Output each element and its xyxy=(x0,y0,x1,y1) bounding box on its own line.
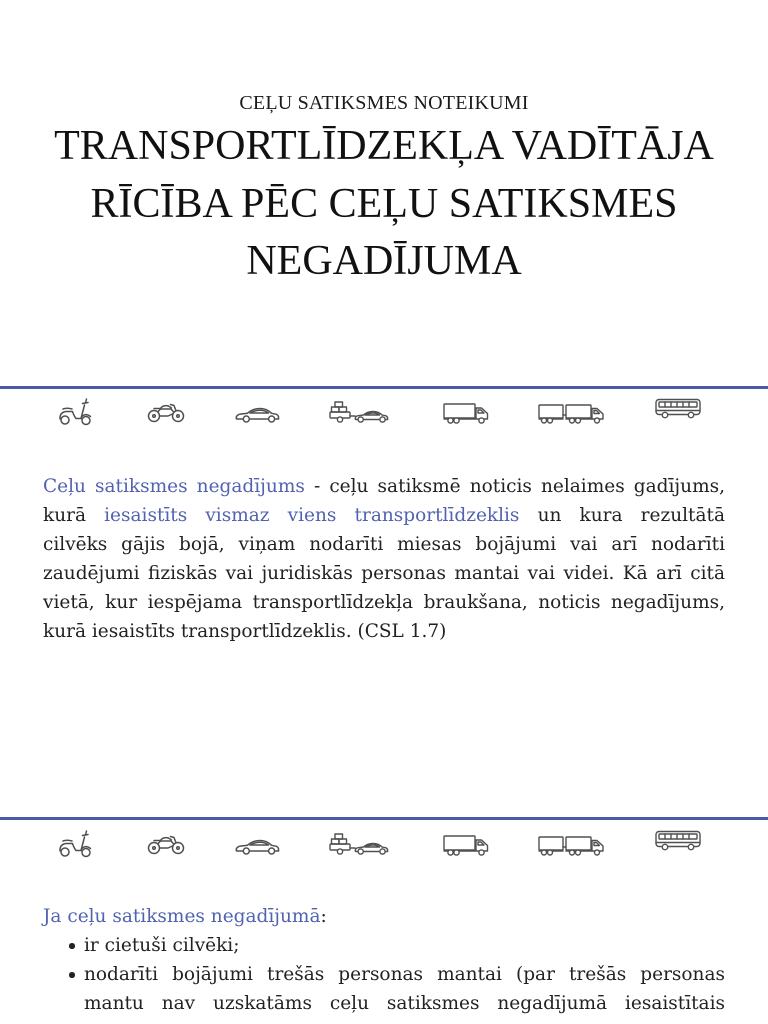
divider-line xyxy=(0,817,768,820)
conditions-intro-suffix: : xyxy=(320,906,327,927)
definition-line: cilvēks gājis bojā, viņam nodarīti miesas bojājumi vai arī nodarīti xyxy=(43,534,725,555)
definition-text: un kura rezultātā xyxy=(519,505,725,526)
vehicle-icon-row xyxy=(0,396,768,426)
scooter-icon xyxy=(57,828,93,858)
definition-text: - ceļu satiksmē noticis nelaimes gadījums, xyxy=(304,476,725,497)
conditions-list xyxy=(43,931,725,1018)
conditions-intro-text: Ja ceļu satiksmes negadījumā xyxy=(43,906,321,927)
truck-with-trailer-icon xyxy=(538,402,606,424)
definition-line xyxy=(43,472,725,501)
document-subtitle: CEĻU SATIKSMES NOTEIKUMI xyxy=(239,92,529,114)
bullet-dot xyxy=(69,943,75,949)
motorcycle-icon xyxy=(147,831,185,855)
definition-text: kurā xyxy=(43,505,105,526)
truck-with-trailer-icon xyxy=(538,834,606,856)
scooter-icon xyxy=(57,396,93,426)
definition-paragraph xyxy=(43,472,725,646)
bus-icon xyxy=(655,398,701,420)
list-item-line: ir cietuši cilvēki; xyxy=(84,935,240,956)
car-icon xyxy=(234,405,280,423)
definition-line: kurā iesaistīts transportlīdzeklis. (CSL 1.7) xyxy=(43,621,447,642)
conditions-intro xyxy=(43,902,725,931)
definition-highlight: iesaistīts vismaz viens transportlīdzeklis xyxy=(104,505,520,526)
list-item xyxy=(84,931,725,960)
bullet-dot xyxy=(69,972,75,978)
car-icon xyxy=(234,837,280,855)
motorcycle-icon xyxy=(147,399,185,423)
definition-line: zaudējumi fiziskās vai juridiskās personas mantai vai videi. Kā arī citā xyxy=(43,563,725,584)
title-line: RĪCĪBA PĒC CEĻU SATIKSMES xyxy=(90,180,678,227)
truck-icon xyxy=(443,834,489,856)
vehicle-icon-row xyxy=(0,828,768,858)
divider-line xyxy=(0,386,768,389)
list-item xyxy=(84,960,725,1018)
definition-line xyxy=(43,501,725,530)
bus-icon xyxy=(655,830,701,852)
definition-term: Ceļu satiksmes negadījums xyxy=(43,476,305,497)
title-line: TRANSPORTLĪDZEKĻA VADĪTĀJA xyxy=(54,123,714,169)
list-item-line: nodarīti bojājumi trešās personas mantai (par trešās personas xyxy=(84,964,725,985)
car-with-trailer-icon xyxy=(329,400,391,424)
document-title xyxy=(0,118,768,291)
definition-line: vietā, kur iespējama transportlīdzekļa braukšana, noticis negadījums, xyxy=(43,592,725,613)
car-with-trailer-icon xyxy=(329,832,391,856)
truck-icon xyxy=(443,402,489,424)
list-item-line: mantu nav uzskatāms ceļu satiksmes negadījumā iesaistītais xyxy=(84,993,725,1014)
title-line: NEGADĪJUMA xyxy=(246,238,522,284)
conditions-section xyxy=(43,902,725,1018)
